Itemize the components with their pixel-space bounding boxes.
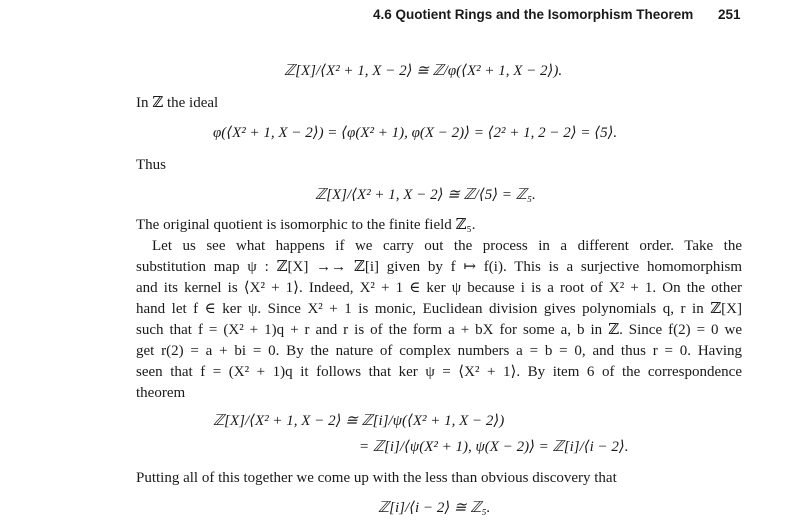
paragraph-line: get r(2) = a + bi = 0. By the nature of complex numbers a = b = 0, and thus r = 0. Having xyxy=(136,343,742,359)
equation-z5: ℤ[X]/⟨X² + 1, X − 2⟩ ≅ ℤ/⟨5⟩ = ℤ₅. xyxy=(315,187,536,203)
paragraph-line: and its kernel is ⟨X² + 1⟩. Indeed, X² + 1 ∈ ker ψ because i is a root of X² + 1. On the other xyxy=(136,280,742,296)
paragraph-line: theorem xyxy=(136,385,186,401)
equation-correspondence-line2: = ℤ[i]/⟨ψ(X² + 1), ψ(X − 2)⟩ = ℤ[i]/⟨i − 2⟩. xyxy=(359,439,629,455)
paragraph-line: such that f = (X² + 1)q + r and r is of the form a + bX for some a, b in ℤ. Since f(2) = 0 we xyxy=(136,322,742,338)
paragraph-line: hand let f ∈ ker ψ. Since X² + 1 is monic, Euclidean division gives polynomials q, r in ℤ[X] xyxy=(136,301,742,317)
equation-quotient-ring: ℤ[X]/⟨X² + 1, X − 2⟩ ≅ ℤ/φ(⟨X² + 1, X − 2⟩). xyxy=(284,63,563,79)
equation-correspondence-line1: ℤ[X]/⟨X² + 1, X − 2⟩ ≅ ℤ[i]/ψ(⟨X² + 1, X − 2⟩) xyxy=(213,413,505,429)
page-number: 251 xyxy=(718,7,741,22)
text-original-quotient: The original quotient is isomorphic to the finite field ℤ₅. xyxy=(136,217,476,233)
equation-image-ideal: φ(⟨X² + 1, X − 2⟩) = ⟨φ(X² + 1), φ(X − 2)⟩ = ⟨2² + 1, 2 − 2⟩ = ⟨5⟩. xyxy=(213,125,618,141)
section-title: 4.6 Quotient Rings and the Isomorphism Theorem xyxy=(373,7,694,22)
paragraph-line: seen that f = (X² + 1)q it follows that ker ψ = ⟨X² + 1⟩. By item 6 of the correspondence xyxy=(136,364,742,380)
paragraph-line: Let us see what happens if we carry out the process in a different order. Take the xyxy=(152,238,742,254)
paragraph-line: substitution map ψ : ℤ[X] →→ ℤ[i] given by f ↦ f(i). This is a surjective homomorphism xyxy=(136,259,742,275)
equation-gaussian-z5: ℤ[i]/⟨i − 2⟩ ≅ ℤ₅. xyxy=(378,500,491,516)
text-putting-together: Putting all of this together we come up with the less than obvious discovery that xyxy=(136,470,617,486)
text-in-z-the-ideal: In ℤ the ideal xyxy=(136,95,219,111)
text-thus: Thus xyxy=(136,157,166,173)
